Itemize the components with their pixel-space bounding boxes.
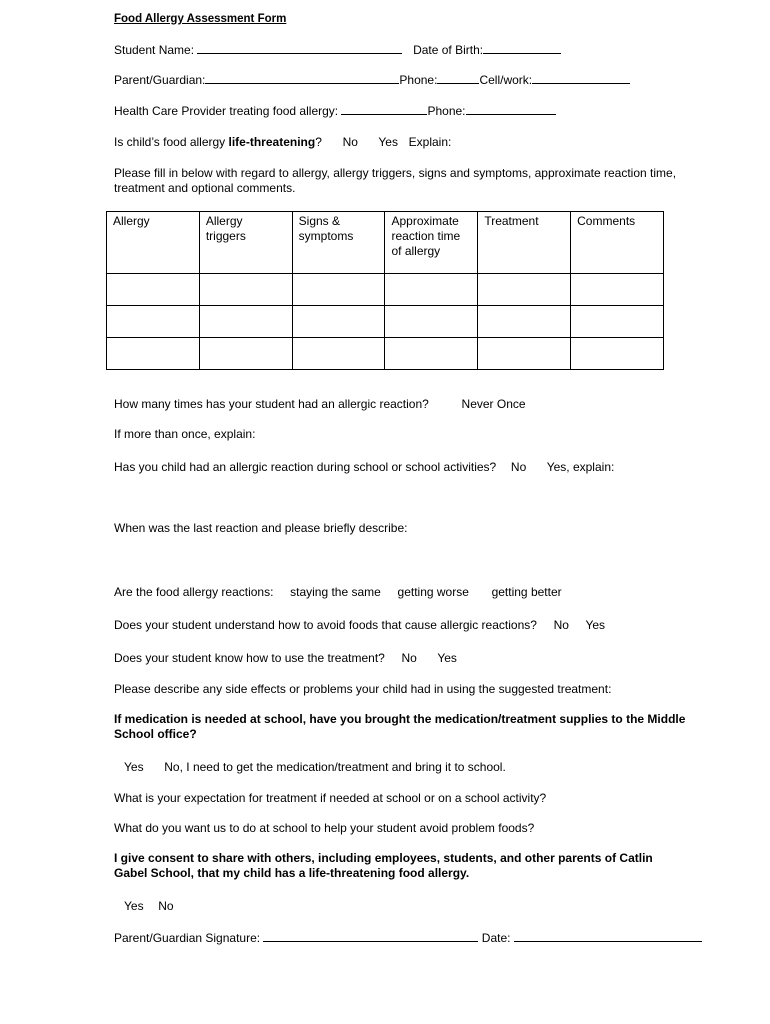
life-threatening-no[interactable]: No	[342, 135, 358, 149]
last-reaction-question: When was the last reaction and please briefly describe:	[114, 521, 408, 535]
table-cell[interactable]	[292, 306, 385, 338]
life-threatening-yes[interactable]: Yes	[378, 135, 398, 149]
form-title: Food Allergy Assessment Form	[114, 13, 287, 25]
avoid-foods-question: What do you want us to do at school to help your student avoid problem foods?	[114, 821, 535, 835]
table-cell[interactable]	[107, 274, 200, 306]
table-row	[107, 274, 664, 306]
medication-question-line-2: School office?	[114, 727, 197, 741]
table-cell[interactable]	[571, 338, 664, 370]
dob-label: Date of Birth:	[413, 43, 484, 57]
reaction-trend-question	[114, 585, 562, 600]
school-reaction-text: Has you child had an allergic reaction during school or school activities?	[114, 460, 497, 474]
provider-line	[114, 103, 556, 119]
table-cell[interactable]	[199, 274, 292, 306]
reaction-once-option[interactable]: Once	[496, 397, 526, 411]
table-row	[107, 306, 664, 338]
parent-field[interactable]	[205, 72, 399, 84]
expectation-question: What is your expectation for treatment if needed at school or on a school activity?	[114, 791, 547, 805]
understand-yes[interactable]: Yes	[585, 618, 606, 632]
consent-line-1: I give consent to share with others, including employees, students, and other parents of Catlin	[114, 851, 653, 865]
signature-line	[114, 930, 702, 946]
signature-date-label: Date:	[481, 931, 511, 945]
life-threatening-prefix: Is child’s food allergy	[114, 135, 229, 149]
school-reaction-yes[interactable]: Yes, explain:	[546, 460, 615, 474]
student-name-line	[114, 42, 561, 58]
table-cell[interactable]	[478, 274, 571, 306]
cell-field[interactable]	[532, 72, 630, 84]
life-threatening-explain: Explain:	[408, 135, 452, 149]
instructions-line-1: Please fill in below with regard to allergy, allergy triggers, signs and symptoms, approximate reaction time,	[114, 166, 677, 180]
phone-field[interactable]	[437, 72, 479, 84]
life-threatening-question	[114, 135, 451, 150]
header-triggers: Allergy triggers	[199, 212, 292, 274]
header-allergy: Allergy	[107, 212, 200, 274]
use-treatment-text: Does your student know how to use the treatment?	[114, 651, 385, 665]
trend-worse-option[interactable]: getting worse	[397, 585, 469, 599]
parent-line	[114, 72, 630, 88]
medication-yes[interactable]: Yes	[124, 760, 144, 774]
more-than-once-question: If more than once, explain:	[114, 427, 256, 441]
medication-no[interactable]: No, I need to get the medication/treatment and bring it to school.	[164, 760, 506, 774]
understand-avoid-text: Does your student understand how to avoid foods that cause allergic reactions?	[114, 618, 537, 632]
use-treatment-question	[114, 651, 457, 666]
consent-no[interactable]: No	[158, 899, 174, 913]
table-header-row	[107, 212, 664, 274]
use-treatment-yes[interactable]: Yes	[437, 651, 457, 665]
parent-label: Parent/Guardian:	[114, 73, 206, 87]
reaction-trend-text: Are the food allergy reactions:	[114, 585, 274, 599]
table-cell[interactable]	[385, 338, 478, 370]
phone-label: Phone:	[399, 73, 438, 87]
medication-answers	[124, 760, 506, 775]
signature-date-field[interactable]	[514, 930, 702, 942]
life-threatening-bold: life-threatening	[228, 135, 316, 149]
table-cell[interactable]	[107, 306, 200, 338]
table-cell[interactable]	[385, 306, 478, 338]
medication-question-line-1: If medication is needed at school, have you brought the medication/treatment supplies to the Middle	[114, 712, 686, 726]
side-effects-question: Please describe any side effects or problems your child had in using the suggested treatment:	[114, 682, 612, 696]
provider-field[interactable]	[341, 103, 427, 115]
understand-avoid-question	[114, 618, 605, 633]
life-threatening-suffix: ?	[315, 135, 322, 149]
understand-no[interactable]: No	[553, 618, 569, 632]
reaction-count-text: How many times has your student had an allergic reaction?	[114, 397, 429, 411]
signature-label: Parent/Guardian Signature:	[114, 931, 261, 945]
header-reaction-time: Approximate reaction time of allergy	[385, 212, 478, 274]
provider-phone-label: Phone:	[427, 104, 466, 118]
consent-yes[interactable]: Yes	[124, 899, 144, 913]
student-name-field[interactable]	[197, 42, 402, 54]
school-reaction-no[interactable]: No	[510, 460, 527, 474]
reaction-count-question	[114, 397, 526, 412]
school-reaction-question	[114, 460, 614, 475]
table-cell[interactable]	[571, 274, 664, 306]
table-row	[107, 338, 664, 370]
table-cell[interactable]	[292, 274, 385, 306]
dob-field[interactable]	[483, 42, 561, 54]
use-treatment-no[interactable]: No	[401, 651, 417, 665]
instructions-line-2: treatment and optional comments.	[114, 181, 296, 195]
header-comments: Comments	[571, 212, 664, 274]
trend-better-option[interactable]: getting better	[491, 585, 562, 599]
reaction-never-option[interactable]: Never	[461, 397, 494, 411]
table-cell[interactable]	[478, 338, 571, 370]
signature-field[interactable]	[263, 930, 478, 942]
provider-label: Health Care Provider treating food allergy:	[114, 104, 339, 118]
table-cell[interactable]	[199, 306, 292, 338]
cell-label: Cell/work:	[479, 73, 533, 87]
header-signs: Signs & symptoms	[292, 212, 385, 274]
table-cell[interactable]	[107, 338, 200, 370]
consent-line-2: Gabel School, that my child has a life-threatening food allergy.	[114, 866, 470, 880]
allergy-table	[106, 211, 664, 370]
header-treatment: Treatment	[478, 212, 571, 274]
table-cell[interactable]	[292, 338, 385, 370]
table-cell[interactable]	[199, 338, 292, 370]
consent-answers	[124, 899, 174, 914]
table-cell[interactable]	[478, 306, 571, 338]
student-name-label: Student Name:	[114, 43, 195, 57]
provider-phone-field[interactable]	[466, 103, 556, 115]
table-cell[interactable]	[385, 274, 478, 306]
trend-same-option[interactable]: staying the same	[290, 585, 381, 599]
table-cell[interactable]	[571, 306, 664, 338]
